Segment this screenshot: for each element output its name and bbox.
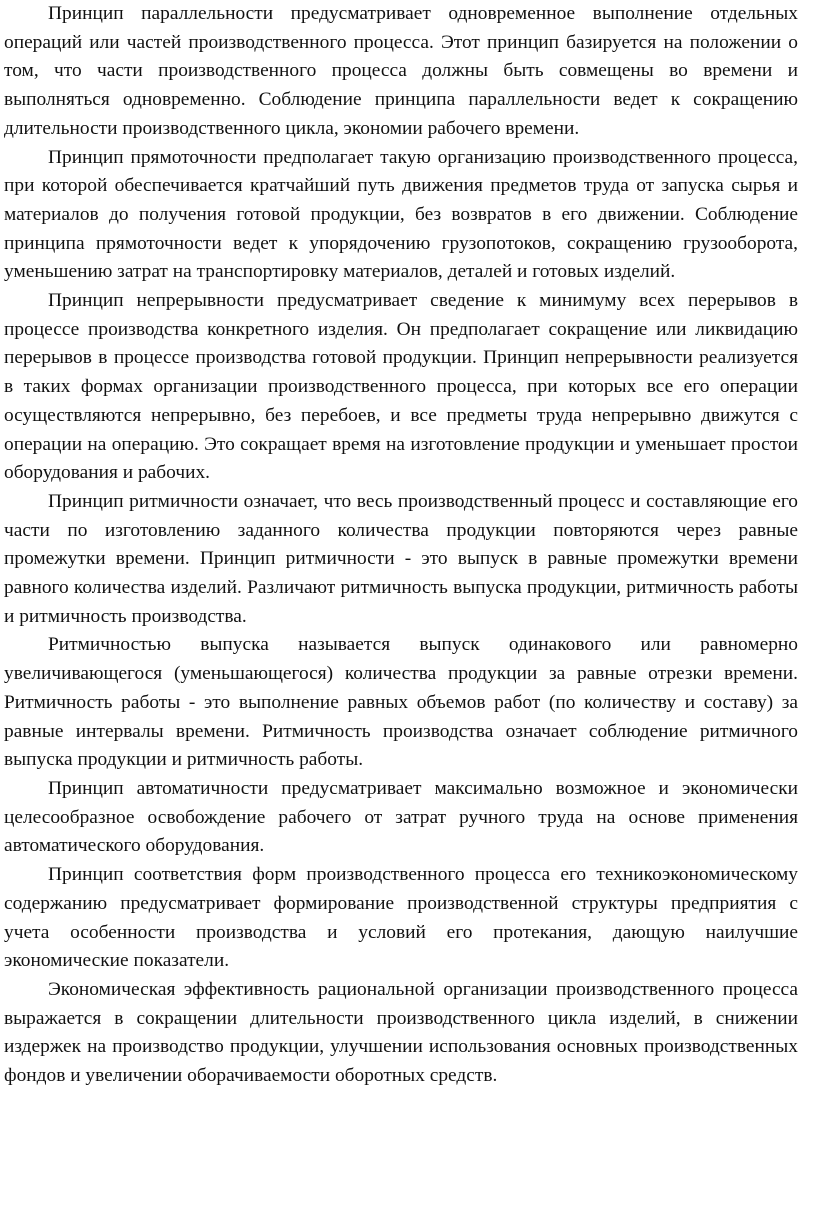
paragraph-conformity: Принцип соответствия форм производственного процесса его техникоэкономическому содержанию предусматривает формирование производственной структуры предприятия с учета особенности производства и условий его протекания, дающую наилучшие экономические показатели.: [4, 864, 798, 972]
document-page: [4, 0, 798, 1091]
paragraph-parallelism: Принцип параллельности предусматривает одновременное выполнение отдельных операций или частей производственного процесса. Этот принцип базируется на положении о том, что части производственного процесса должны быть совмещены во времени и выполняться одновременно. Соблюдение принципа параллельности ведет к сокращению длительности производственного цикла, экономии рабочего времени.: [4, 3, 798, 139]
paragraph-output-rhythm: Ритмичностью выпуска называется выпуск одинакового или равномерно увеличивающегося (уменьшающегося) количества продукции за равные отрезки времени. Ритмичность работы - это выполнение равных объемов работ (по количеству и составу) за равные интервалы времени. Ритмичность производства означает соблюдение ритмичного выпуска продукции и ритмичность работы.: [4, 634, 798, 771]
paragraph-economic-efficiency: Экономическая эффективность рациональной организации производственного процесса выражается в сокращении длительности производственного цикла изделий, в снижении издержек на производство продукции, улучшении использования основных производственных фондов и увеличении оборачиваемости оборотных средств.: [4, 978, 798, 1087]
paragraph-automaticity: Принцип автоматичности предусматривает максимально возможное и экономически целесообразное освобождение рабочего от затрат ручного труда на основе применения автоматического оборудования.: [4, 777, 798, 857]
paragraph-directness: Принцип прямоточности предполагает такую организацию производственного процесса, при которой обеспечивается кратчайший путь движения предметов труда от запуска сырья и материалов до получения готовой продукции, без возвратов в его движении. Соблюдение принципа прямоточности ведет к упорядочению грузопотоков, сокращению грузооборота, уменьшению затрат на транспортировку материалов, деталей и готовых изделий.: [4, 146, 798, 283]
paragraph-continuity: Принцип непрерывности предусматривает сведение к минимуму всех перерывов в процессе производства конкретного изделия. Он предполагает сокращение или ликвидацию перерывов в процессе производства готовой продукции. Принцип непрерывности реализуется в таких формах организации производственного процесса, при которых все его операции осуществляются непрерывно, без перебоев, и все предметы труда непрерывно движутся с операции на операцию. Это сокращает время на изготовление продукции и уменьшает простои оборудования и рабочих.: [4, 290, 798, 484]
paragraph-rhythmicity: Принцип ритмичности означает, что весь производственный процесс и составляющие его части по изготовлению заданного количества продукции повторяются через равные промежутки времени. Принцип ритмичности - это выпуск в равные промежутки времени равного количества изделий. Различают ритмичность выпуска продукции, ритмичность работы и ритмичность производства.: [4, 490, 798, 627]
